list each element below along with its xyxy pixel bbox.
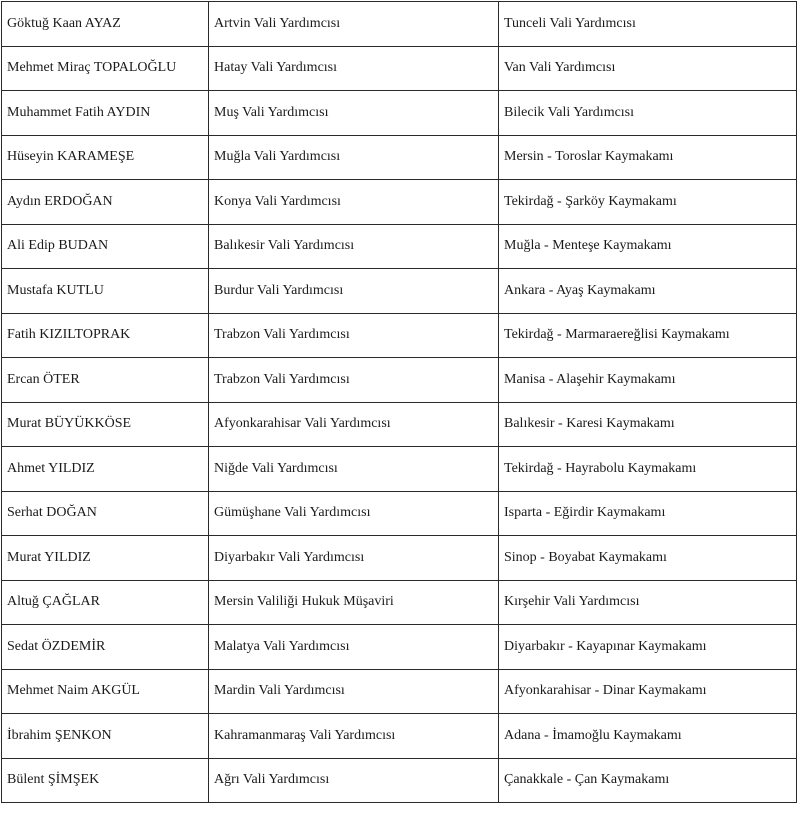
table-row (2, 402, 797, 447)
table-row (2, 180, 797, 225)
appointments-table (1, 1, 797, 803)
table-row (2, 46, 797, 91)
person-name-cell: Bülent ŞİMŞEK (2, 758, 209, 803)
new-post-cell: Çanakkale - Çan Kaymakamı (499, 758, 797, 803)
table-row (2, 269, 797, 314)
person-name-cell: Serhat DOĞAN (2, 491, 209, 536)
table-row (2, 358, 797, 403)
new-post-cell: Muğla - Menteşe Kaymakamı (499, 224, 797, 269)
current-post-cell: Muğla Vali Yardımcısı (209, 135, 499, 180)
current-post-cell: Gümüşhane Vali Yardımcısı (209, 491, 499, 536)
table-row (2, 447, 797, 492)
table-row (2, 91, 797, 136)
person-name-cell: Mehmet Miraç TOPALOĞLU (2, 46, 209, 91)
new-post-cell: Tekirdağ - Hayrabolu Kaymakamı (499, 447, 797, 492)
new-post-cell: Tekirdağ - Şarköy Kaymakamı (499, 180, 797, 225)
person-name-cell: Murat BÜYÜKKÖSE (2, 402, 209, 447)
table-row (2, 625, 797, 670)
new-post-cell: Kırşehir Vali Yardımcısı (499, 580, 797, 625)
person-name-cell: Ali Edip BUDAN (2, 224, 209, 269)
current-post-cell: Muş Vali Yardımcısı (209, 91, 499, 136)
current-post-cell: Konya Vali Yardımcısı (209, 180, 499, 225)
person-name-cell: İbrahim ŞENKON (2, 714, 209, 759)
current-post-cell: Mersin Valiliği Hukuk Müşaviri (209, 580, 499, 625)
current-post-cell: Trabzon Vali Yardımcısı (209, 358, 499, 403)
person-name-cell: Aydın ERDOĞAN (2, 180, 209, 225)
new-post-cell: Isparta - Eğirdir Kaymakamı (499, 491, 797, 536)
appointments-table-body (2, 2, 797, 803)
current-post-cell: Hatay Vali Yardımcısı (209, 46, 499, 91)
person-name-cell: Muhammet Fatih AYDIN (2, 91, 209, 136)
new-post-cell: Bilecik Vali Yardımcısı (499, 91, 797, 136)
person-name-cell: Ahmet YILDIZ (2, 447, 209, 492)
person-name-cell: Hüseyin KARAMEŞE (2, 135, 209, 180)
person-name-cell: Göktuğ Kaan AYAZ (2, 2, 209, 47)
new-post-cell: Tunceli Vali Yardımcısı (499, 2, 797, 47)
table-row (2, 536, 797, 581)
person-name-cell: Fatih KIZILTOPRAK (2, 313, 209, 358)
person-name-cell: Altuğ ÇAĞLAR (2, 580, 209, 625)
current-post-cell: Ağrı Vali Yardımcısı (209, 758, 499, 803)
table-row (2, 224, 797, 269)
table-row (2, 758, 797, 803)
person-name-cell: Sedat ÖZDEMİR (2, 625, 209, 670)
table-row (2, 669, 797, 714)
person-name-cell: Mustafa KUTLU (2, 269, 209, 314)
person-name-cell: Ercan ÖTER (2, 358, 209, 403)
new-post-cell: Van Vali Yardımcısı (499, 46, 797, 91)
current-post-cell: Trabzon Vali Yardımcısı (209, 313, 499, 358)
table-row (2, 491, 797, 536)
current-post-cell: Balıkesir Vali Yardımcısı (209, 224, 499, 269)
current-post-cell: Diyarbakır Vali Yardımcısı (209, 536, 499, 581)
new-post-cell: Ankara - Ayaş Kaymakamı (499, 269, 797, 314)
new-post-cell: Adana - İmamoğlu Kaymakamı (499, 714, 797, 759)
current-post-cell: Artvin Vali Yardımcısı (209, 2, 499, 47)
current-post-cell: Afyonkarahisar Vali Yardımcısı (209, 402, 499, 447)
person-name-cell: Mehmet Naim AKGÜL (2, 669, 209, 714)
new-post-cell: Diyarbakır - Kayapınar Kaymakamı (499, 625, 797, 670)
new-post-cell: Manisa - Alaşehir Kaymakamı (499, 358, 797, 403)
table-row (2, 135, 797, 180)
person-name-cell: Murat YILDIZ (2, 536, 209, 581)
current-post-cell: Malatya Vali Yardımcısı (209, 625, 499, 670)
new-post-cell: Mersin - Toroslar Kaymakamı (499, 135, 797, 180)
table-row (2, 2, 797, 47)
table-row (2, 714, 797, 759)
current-post-cell: Burdur Vali Yardımcısı (209, 269, 499, 314)
new-post-cell: Sinop - Boyabat Kaymakamı (499, 536, 797, 581)
new-post-cell: Afyonkarahisar - Dinar Kaymakamı (499, 669, 797, 714)
table-row (2, 580, 797, 625)
table-row (2, 313, 797, 358)
new-post-cell: Tekirdağ - Marmaraereğlisi Kaymakamı (499, 313, 797, 358)
current-post-cell: Mardin Vali Yardımcısı (209, 669, 499, 714)
new-post-cell: Balıkesir - Karesi Kaymakamı (499, 402, 797, 447)
current-post-cell: Kahramanmaraş Vali Yardımcısı (209, 714, 499, 759)
current-post-cell: Niğde Vali Yardımcısı (209, 447, 499, 492)
